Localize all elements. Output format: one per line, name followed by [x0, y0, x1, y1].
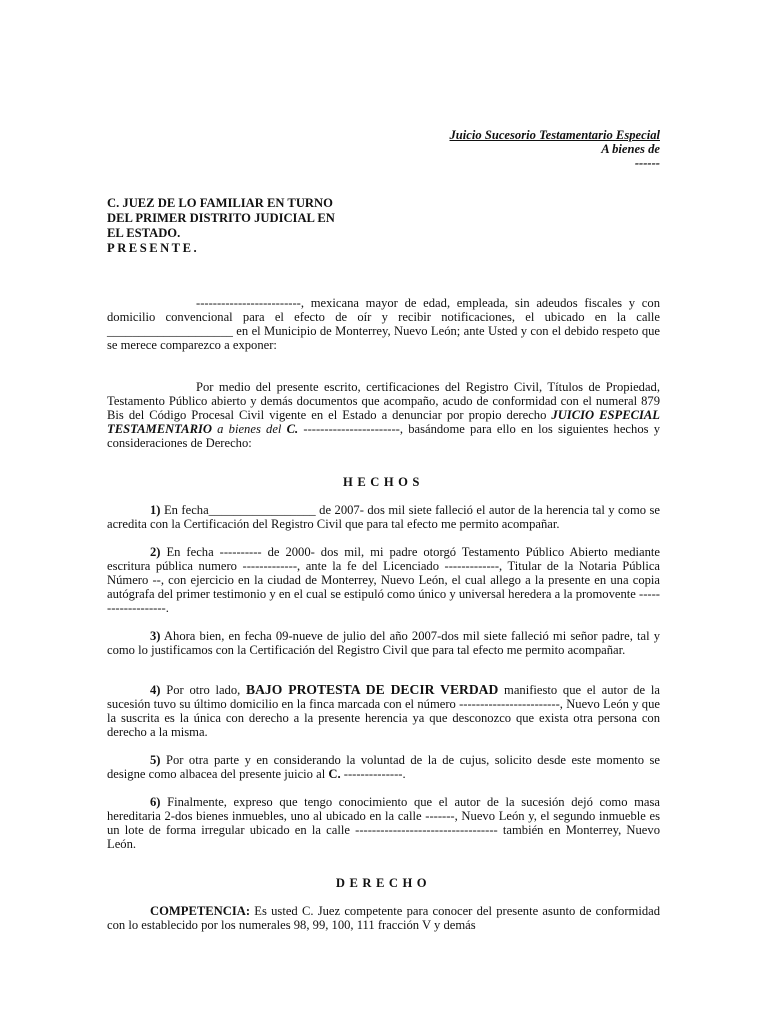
- petition-paragraph: [107, 380, 660, 450]
- petition-text-3: -----------------------, basándome para ello en los siguientes hechos y consideraciones de Derecho:: [107, 422, 661, 450]
- case-header: [107, 128, 660, 170]
- addressee-line-1: C. JUEZ DE LO FAMILIAR EN TURNO: [107, 196, 333, 210]
- hecho-2-num: 2): [150, 545, 161, 559]
- addressee-line-3: EL ESTADO.: [107, 226, 181, 240]
- addressee-presente: PRESENTE.: [107, 241, 200, 255]
- case-title: Juicio Sucesorio Testamentario Especial: [449, 128, 660, 142]
- hecho-3-text: Ahora bien, en fecha 09-nueve de julio del año 2007-dos mil siete falleció mi señor padre, tal y como lo justificamos con la Certificación del Registro Civil que para tal efecto me permito acompañar.: [107, 629, 660, 657]
- bajo-protesta: BAJO PROTESTA DE DECIR VERDAD: [246, 682, 499, 697]
- intro-paragraph: [107, 296, 660, 352]
- hechos-title: HECHOS: [343, 475, 424, 489]
- hecho-6-num: 6): [150, 795, 161, 809]
- petitioner-blank: -------------------------,: [196, 296, 304, 310]
- header-dashes: ------: [634, 156, 660, 170]
- addressee-line-2: DEL PRIMER DISTRITO JUDICIAL EN: [107, 211, 335, 225]
- hecho-4: [107, 683, 660, 739]
- derecho-title: DERECHO: [335, 876, 432, 890]
- hecho-3-num: 3): [150, 629, 161, 643]
- addressee-block: [107, 196, 660, 256]
- hecho-3: [107, 629, 660, 657]
- hecho-2: [107, 545, 660, 615]
- petition-text-2: a bienes del: [211, 422, 287, 436]
- hecho-2-text: En fecha ---------- de 2000- dos mil, mi padre otorgó Testamento Público Abierto mediante escritura pública numero -------------, ante la fe del Licenciado -------------, Titular de la Notaria Pública Número --, con ejercicio en la ciudad de Monterrey, Nuevo León, el cual allego a la presente en una copia autógrafa del primer testimonio y en el cual se estipuló como único y universal heredera a la promovente -------------------.: [107, 545, 660, 615]
- hecho-6: [107, 795, 660, 851]
- hecho-1-num: 1): [150, 503, 161, 517]
- hecho-5-c: C.: [328, 767, 341, 781]
- document-page: [107, 128, 660, 932]
- hecho-5: [107, 753, 660, 781]
- hecho-5-text: Por otra parte y en considerando la voluntad de la de cujus, solicito desde este momento se designe como albacea del presente juicio al: [107, 753, 660, 781]
- hecho-6-text: Finalmente, expreso que tengo conocimiento que el autor de la sucesión dejó como masa hereditaria 2-dos bienes inmuebles, uno al ubicado en la calle -------, Nuevo León y, el segundo inmueble es un lote de forma irregular ubicado en la calle ---------------------------------- también en Monterrey, Nuevo León.: [107, 795, 660, 851]
- petition-c: C.: [286, 422, 299, 436]
- competencia-text: Es usted C. Juez competente para conocer del presente asunto de conformidad con lo establecido por los numerales 98, 99, 100, 111 fracción V y demás: [107, 904, 660, 932]
- petition-juicio: JUICIO ESPECIAL TESTAMENTARIO: [107, 408, 660, 436]
- intro-text: mexicana mayor de edad, empleada, sin adeudos fiscales y con domicilio convencional para el efecto de oír y recibir notificaciones, el ubicado en la calle ____________________ en el Municipio de Monterrey, Nuevo León; ante Usted y con el debido respeto que se merece comparezco a exponer:: [107, 296, 660, 352]
- bienes-line: A bienes de: [601, 142, 660, 156]
- competencia-label: COMPETENCIA:: [150, 904, 251, 918]
- hecho-4-pre: Por otro lado,: [160, 683, 247, 697]
- hecho-1-text: En fecha_________________ de 2007- dos mil siete falleció el autor de la herencia tal y como se acredita con la Certificación del Registro Civil que para tal efecto me permito acompañar.: [107, 503, 660, 531]
- hecho-5-num: 5): [150, 753, 161, 767]
- competencia-paragraph: [107, 904, 660, 932]
- petition-text-1: Por medio del presente escrito, certificaciones del Registro Civil, Títulos de Propiedad, Testamento Público abierto y demás documentos que acompaño, acudo de conformidad con el numeral 879 Bis del Código Procesal Civil vigente en el Estado a denunciar por propio derecho: [107, 380, 660, 422]
- hecho-1: [107, 503, 660, 531]
- hecho-4-text: manifiesto que el autor de la sucesión tuvo su último domicilio en la finca marcada con el número ------------------------, Nuevo León y que la suscrita es la única con derecho a la presente herencia ya que desconozco que exista otra persona con derecho a la misma.: [107, 683, 660, 739]
- hecho-5-tail: --------------.: [340, 767, 406, 781]
- hecho-4-num: 4): [150, 683, 161, 697]
